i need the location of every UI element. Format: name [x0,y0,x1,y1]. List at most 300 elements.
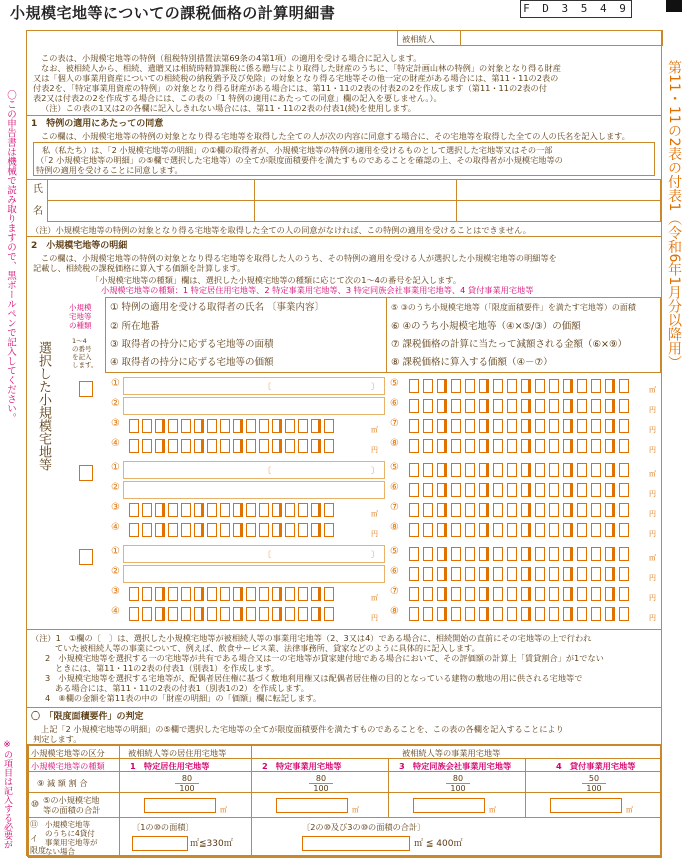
digit-cell[interactable] [409,523,419,537]
digit-cell[interactable] [194,587,204,601]
digit-cell[interactable] [549,503,559,517]
digit-cell[interactable] [535,523,545,537]
digit-cell[interactable] [605,439,615,453]
digit-cell[interactable] [207,439,217,453]
lot-type-input[interactable] [79,549,93,565]
digit-cell[interactable] [194,607,204,621]
digit-cell[interactable] [619,607,629,621]
digit-cell[interactable] [220,587,230,601]
digit-cell[interactable] [437,503,447,517]
digit-cell[interactable] [181,503,191,517]
digit-cell[interactable] [246,607,256,621]
digit-cell[interactable] [521,439,531,453]
digit-cell[interactable] [129,607,139,621]
sum-input-4[interactable] [550,798,622,813]
digit-cell[interactable] [465,523,475,537]
digit-cell[interactable] [207,419,217,433]
digit-cell[interactable] [507,567,517,581]
digit-cell[interactable] [549,399,559,413]
digit-cell[interactable] [311,439,321,453]
digit-cell[interactable] [168,439,178,453]
digit-cell[interactable] [168,419,178,433]
lot-type-input[interactable] [79,381,93,397]
digit-cell[interactable] [272,587,282,601]
digit-cell[interactable] [549,567,559,581]
digit-cell[interactable] [272,439,282,453]
digit-cell[interactable] [605,547,615,561]
digit-cell[interactable] [479,567,489,581]
digit-cell[interactable] [605,503,615,517]
digit-cell[interactable] [298,607,308,621]
digit-cell[interactable] [246,419,256,433]
digit-cell[interactable] [285,587,295,601]
digit-cell[interactable] [577,587,587,601]
digit-cell[interactable] [437,567,447,581]
digit-cell[interactable] [507,463,517,477]
digit-cell[interactable] [479,463,489,477]
digit-cell[interactable] [285,503,295,517]
digit-cell[interactable] [409,483,419,497]
digit-cell[interactable] [142,587,152,601]
digit-cell[interactable] [129,523,139,537]
digit-cell[interactable] [451,523,461,537]
digit-cell[interactable] [619,483,629,497]
digit-cell[interactable] [437,607,447,621]
digit-cell[interactable] [535,439,545,453]
digit-cell[interactable] [142,419,152,433]
digit-cell[interactable] [451,567,461,581]
digit-cell[interactable] [285,607,295,621]
digit-cell[interactable] [272,523,282,537]
digit-cell[interactable] [493,567,503,581]
digit-cell[interactable] [465,607,475,621]
digit-cell[interactable] [451,419,461,433]
digit-cell[interactable] [507,547,517,561]
digit-cell[interactable] [129,419,139,433]
consent-name-3[interactable] [456,179,661,201]
digit-cell[interactable] [535,503,545,517]
digit-cell[interactable] [465,399,475,413]
digit-cell[interactable] [423,587,433,601]
digit-cell[interactable] [437,439,447,453]
digit-cell[interactable] [246,587,256,601]
digit-cell[interactable] [521,419,531,433]
digit-cell[interactable] [259,419,269,433]
digit-cell[interactable] [619,463,629,477]
digit-cell[interactable] [479,547,489,561]
digit-cell[interactable] [507,483,517,497]
digit-cell[interactable] [563,547,573,561]
digit-cell[interactable] [591,379,601,393]
digit-cell[interactable] [311,503,321,517]
digit-cell[interactable] [591,523,601,537]
digit-cell[interactable] [272,503,282,517]
digit-cell[interactable] [563,503,573,517]
digit-cell[interactable] [298,523,308,537]
digit-cell[interactable] [207,607,217,621]
digit-cell[interactable] [549,547,559,561]
digit-cell[interactable] [521,567,531,581]
digit-cell[interactable] [155,607,165,621]
digit-cell[interactable] [409,379,419,393]
digit-cell[interactable] [563,419,573,433]
digit-cell[interactable] [605,463,615,477]
digit-cell[interactable] [246,439,256,453]
digit-cell[interactable] [409,547,419,561]
digit-cell[interactable] [233,439,243,453]
digit-cell[interactable] [324,587,334,601]
digit-cell[interactable] [437,399,447,413]
digit-cell[interactable] [409,439,419,453]
digit-cell[interactable] [324,503,334,517]
consent-name-2[interactable] [254,179,457,201]
digit-cell[interactable] [619,419,629,433]
sum-input-1[interactable] [144,798,216,813]
digit-cell[interactable] [324,523,334,537]
digit-cell[interactable] [521,547,531,561]
digit-cell[interactable] [465,587,475,601]
digit-cell[interactable] [220,439,230,453]
digit-cell[interactable] [423,379,433,393]
digit-cell[interactable] [129,587,139,601]
digit-cell[interactable] [220,523,230,537]
digit-cell[interactable] [409,463,419,477]
digit-cell[interactable] [168,503,178,517]
digit-cell[interactable] [577,503,587,517]
digit-cell[interactable] [591,567,601,581]
digit-cell[interactable] [259,439,269,453]
digit-cell[interactable] [437,547,447,561]
digit-cell[interactable] [437,483,447,497]
sum-input-3[interactable] [413,798,485,813]
digit-cell[interactable] [563,523,573,537]
digit-cell[interactable] [577,399,587,413]
digit-cell[interactable] [619,439,629,453]
digit-cell[interactable] [233,419,243,433]
digit-cell[interactable] [493,483,503,497]
digit-cell[interactable] [605,523,615,537]
digit-cell[interactable] [181,523,191,537]
digit-cell[interactable] [465,483,475,497]
digit-cell[interactable] [285,523,295,537]
digit-cell[interactable] [298,503,308,517]
digit-cell[interactable] [479,483,489,497]
digit-cell[interactable] [619,587,629,601]
digit-cell[interactable] [181,419,191,433]
digit-cell[interactable] [181,607,191,621]
digit-cell[interactable] [521,399,531,413]
consent-name-1[interactable] [47,179,255,201]
digit-cell[interactable] [409,587,419,601]
digit-cell[interactable] [324,607,334,621]
digit-cell[interactable] [259,523,269,537]
digit-cell[interactable] [507,607,517,621]
digit-cell[interactable] [563,567,573,581]
digit-cell[interactable] [507,419,517,433]
digit-cell[interactable] [493,607,503,621]
digit-cell[interactable] [521,483,531,497]
digit-cell[interactable] [285,419,295,433]
digit-cell[interactable] [142,523,152,537]
acquirer-name-field[interactable] [123,545,385,563]
digit-cell[interactable] [535,399,545,413]
digit-cell[interactable] [521,503,531,517]
digit-cell[interactable] [259,587,269,601]
digit-cell[interactable] [577,419,587,433]
digit-cell[interactable] [423,463,433,477]
digit-cell[interactable] [142,607,152,621]
digit-cell[interactable] [409,567,419,581]
digit-cell[interactable] [605,483,615,497]
digit-cell[interactable] [577,607,587,621]
digit-cell[interactable] [451,607,461,621]
digit-cell[interactable] [479,399,489,413]
digit-cell[interactable] [437,587,447,601]
digit-cell[interactable] [437,523,447,537]
digit-cell[interactable] [465,419,475,433]
digit-cell[interactable] [423,439,433,453]
digit-cell[interactable] [619,379,629,393]
digit-cell[interactable] [155,523,165,537]
address-field[interactable] [123,397,385,415]
digit-cell[interactable] [437,419,447,433]
digit-cell[interactable] [272,607,282,621]
digit-cell[interactable] [298,587,308,601]
digit-cell[interactable] [437,379,447,393]
digit-cell[interactable] [549,463,559,477]
digit-cell[interactable] [259,503,269,517]
digit-cell[interactable] [451,399,461,413]
digit-cell[interactable] [155,587,165,601]
digit-cell[interactable] [246,503,256,517]
digit-cell[interactable] [535,419,545,433]
digit-cell[interactable] [493,399,503,413]
digit-cell[interactable] [465,503,475,517]
digit-cell[interactable] [479,607,489,621]
digit-cell[interactable] [272,419,282,433]
digit-cell[interactable] [563,483,573,497]
digit-cell[interactable] [479,379,489,393]
digit-cell[interactable] [423,607,433,621]
digit-cell[interactable] [591,399,601,413]
digit-cell[interactable] [465,567,475,581]
address-field[interactable] [123,481,385,499]
digit-cell[interactable] [591,503,601,517]
digit-cell[interactable] [535,587,545,601]
digit-cell[interactable] [142,503,152,517]
digit-cell[interactable] [409,419,419,433]
digit-cell[interactable] [563,399,573,413]
digit-cell[interactable] [619,523,629,537]
digit-cell[interactable] [521,379,531,393]
digit-cell[interactable] [423,399,433,413]
digit-cell[interactable] [591,587,601,601]
digit-cell[interactable] [521,463,531,477]
digit-cell[interactable] [479,439,489,453]
digit-cell[interactable] [591,483,601,497]
digit-cell[interactable] [207,587,217,601]
digit-cell[interactable] [451,587,461,601]
digit-cell[interactable] [619,503,629,517]
digit-cell[interactable] [409,399,419,413]
limit-home-input[interactable] [132,836,188,851]
digit-cell[interactable] [493,419,503,433]
digit-cell[interactable] [194,439,204,453]
digit-cell[interactable] [451,503,461,517]
digit-cell[interactable] [194,419,204,433]
digit-cell[interactable] [479,523,489,537]
digit-cell[interactable] [465,463,475,477]
digit-cell[interactable] [577,523,587,537]
digit-cell[interactable] [246,523,256,537]
digit-cell[interactable] [507,399,517,413]
digit-cell[interactable] [549,379,559,393]
digit-cell[interactable] [577,439,587,453]
digit-cell[interactable] [549,587,559,601]
digit-cell[interactable] [233,503,243,517]
digit-cell[interactable] [220,607,230,621]
digit-cell[interactable] [285,439,295,453]
digit-cell[interactable] [577,379,587,393]
digit-cell[interactable] [563,607,573,621]
digit-cell[interactable] [493,587,503,601]
digit-cell[interactable] [591,439,601,453]
digit-cell[interactable] [493,439,503,453]
digit-cell[interactable] [549,607,559,621]
digit-cell[interactable] [535,547,545,561]
digit-cell[interactable] [181,439,191,453]
digit-cell[interactable] [563,587,573,601]
digit-cell[interactable] [259,607,269,621]
digit-cell[interactable] [409,503,419,517]
digit-cell[interactable] [521,587,531,601]
digit-cell[interactable] [451,463,461,477]
digit-cell[interactable] [409,607,419,621]
digit-cell[interactable] [605,587,615,601]
digit-cell[interactable] [233,587,243,601]
digit-cell[interactable] [129,439,139,453]
digit-cell[interactable] [194,503,204,517]
digit-cell[interactable] [479,587,489,601]
digit-cell[interactable] [493,547,503,561]
digit-cell[interactable] [535,379,545,393]
digit-cell[interactable] [423,503,433,517]
digit-cell[interactable] [220,503,230,517]
digit-cell[interactable] [168,587,178,601]
digit-cell[interactable] [535,607,545,621]
digit-cell[interactable] [507,587,517,601]
digit-cell[interactable] [311,523,321,537]
digit-cell[interactable] [423,567,433,581]
digit-cell[interactable] [493,503,503,517]
digit-cell[interactable] [549,523,559,537]
digit-cell[interactable] [619,547,629,561]
digit-cell[interactable] [577,567,587,581]
digit-cell[interactable] [155,503,165,517]
digit-cell[interactable] [465,439,475,453]
digit-cell[interactable] [298,419,308,433]
digit-cell[interactable] [591,547,601,561]
digit-cell[interactable] [563,439,573,453]
digit-cell[interactable] [437,463,447,477]
digit-cell[interactable] [563,379,573,393]
digit-cell[interactable] [493,379,503,393]
digit-cell[interactable] [207,523,217,537]
limit-biz-input[interactable] [302,836,410,851]
digit-cell[interactable] [605,607,615,621]
address-field[interactable] [123,565,385,583]
digit-cell[interactable] [521,607,531,621]
sum-input-2[interactable] [276,798,348,813]
digit-cell[interactable] [605,379,615,393]
digit-cell[interactable] [465,379,475,393]
digit-cell[interactable] [451,439,461,453]
digit-cell[interactable] [549,419,559,433]
digit-cell[interactable] [493,463,503,477]
digit-cell[interactable] [605,567,615,581]
digit-cell[interactable] [168,607,178,621]
digit-cell[interactable] [311,607,321,621]
digit-cell[interactable] [465,547,475,561]
consent-name-5[interactable] [254,200,457,222]
digit-cell[interactable] [507,379,517,393]
digit-cell[interactable] [549,439,559,453]
digit-cell[interactable] [233,523,243,537]
digit-cell[interactable] [577,547,587,561]
consent-name-6[interactable] [456,200,661,222]
digit-cell[interactable] [507,523,517,537]
digit-cell[interactable] [479,419,489,433]
digit-cell[interactable] [535,567,545,581]
digit-cell[interactable] [168,523,178,537]
digit-cell[interactable] [591,419,601,433]
digit-cell[interactable] [423,547,433,561]
digit-cell[interactable] [535,483,545,497]
digit-cell[interactable] [423,523,433,537]
digit-cell[interactable] [194,523,204,537]
digit-cell[interactable] [619,399,629,413]
digit-cell[interactable] [591,607,601,621]
digit-cell[interactable] [155,439,165,453]
digit-cell[interactable] [233,607,243,621]
acquirer-name-field[interactable] [123,461,385,479]
digit-cell[interactable] [493,523,503,537]
digit-cell[interactable] [451,547,461,561]
acquirer-name-field[interactable] [123,377,385,395]
digit-cell[interactable] [324,439,334,453]
digit-cell[interactable] [591,463,601,477]
digit-cell[interactable] [507,503,517,517]
digit-cell[interactable] [563,463,573,477]
digit-cell[interactable] [324,419,334,433]
digit-cell[interactable] [129,503,139,517]
digit-cell[interactable] [311,419,321,433]
digit-cell[interactable] [535,463,545,477]
digit-cell[interactable] [311,587,321,601]
consent-name-4[interactable] [47,200,255,222]
digit-cell[interactable] [423,483,433,497]
digit-cell[interactable] [142,439,152,453]
lot-type-input[interactable] [79,465,93,481]
digit-cell[interactable] [619,567,629,581]
digit-cell[interactable] [298,439,308,453]
digit-cell[interactable] [451,483,461,497]
digit-cell[interactable] [423,419,433,433]
digit-cell[interactable] [207,503,217,517]
digit-cell[interactable] [507,439,517,453]
digit-cell[interactable] [181,587,191,601]
digit-cell[interactable] [155,419,165,433]
